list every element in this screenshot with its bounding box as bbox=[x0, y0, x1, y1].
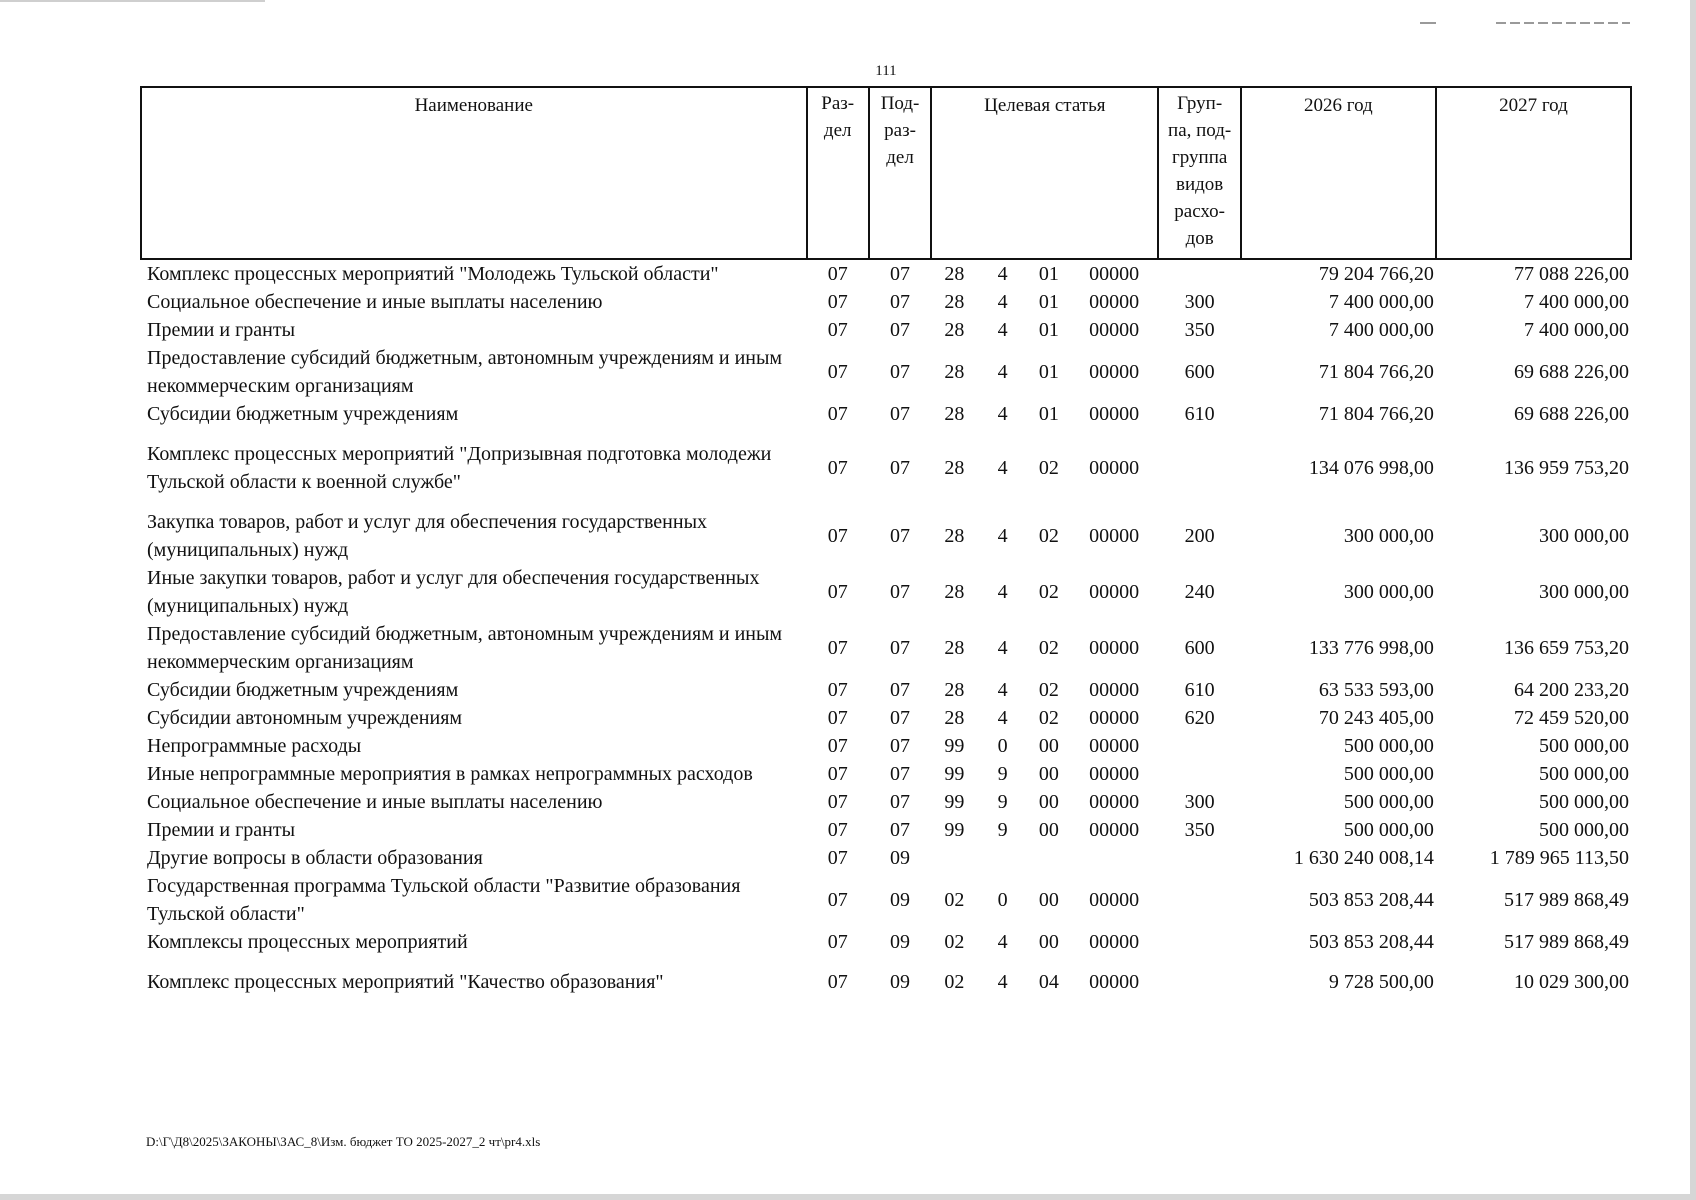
row-razdel: 07 bbox=[827, 971, 848, 993]
row-amount-2027: 517 989 868,49 bbox=[1504, 889, 1629, 911]
row-podrazdel: 07 bbox=[890, 637, 911, 659]
row-target-complex: 00 bbox=[1038, 889, 1059, 911]
row-razdel: 07 bbox=[827, 637, 848, 659]
row-amount-2027: 1 789 965 113,50 bbox=[1489, 847, 1629, 869]
row-target-type: 4 bbox=[997, 679, 1008, 701]
row-amount-2026: 9 728 500,00 bbox=[1328, 971, 1434, 993]
row-target-direction: 00000 bbox=[1089, 581, 1140, 603]
row-amount-2027: 136 659 753,20 bbox=[1504, 637, 1629, 659]
row-target-direction: 00000 bbox=[1089, 361, 1140, 383]
row-razdel: 07 bbox=[827, 291, 848, 313]
row-target-direction: 00000 bbox=[1089, 819, 1140, 841]
row-podrazdel: 07 bbox=[890, 319, 911, 341]
table-header-row bbox=[141, 87, 1631, 259]
row-target-direction: 00000 bbox=[1089, 791, 1140, 813]
row-target-complex: 00 bbox=[1038, 931, 1059, 953]
row-target-direction: 00000 bbox=[1089, 263, 1140, 285]
row-amount-2026: 133 776 998,00 bbox=[1308, 637, 1434, 659]
row-target-type: 0 bbox=[997, 889, 1008, 911]
row-target-type: 4 bbox=[997, 707, 1008, 729]
row-name: Социальное обеспечение и иные выплаты населению bbox=[147, 291, 603, 313]
row-name: Комплекс процессных мероприятий "Молодежь Тульской области" bbox=[147, 263, 719, 285]
row-target-direction: 00000 bbox=[1089, 971, 1140, 993]
table-row bbox=[141, 788, 1631, 816]
row-target-complex: 02 bbox=[1038, 457, 1059, 479]
row-name: Премии и гранты bbox=[147, 819, 296, 841]
row-amount-2026: 79 204 766,20 bbox=[1318, 263, 1434, 285]
row-expense-group bbox=[1158, 928, 1240, 956]
row-expense-group bbox=[1158, 844, 1240, 872]
row-target-complex: 02 bbox=[1038, 637, 1059, 659]
scan-artifact-mark bbox=[1496, 22, 1630, 24]
row-target-complex: 00 bbox=[1038, 791, 1059, 813]
page-edge-bottom bbox=[0, 1194, 1696, 1200]
row-name: Комплексы процессных мероприятий bbox=[147, 931, 468, 953]
row-podrazdel: 09 bbox=[890, 889, 911, 911]
row-name: Закупка товаров, работ и услуг для обеспечения государственных (муниципальных) нужд bbox=[147, 511, 708, 561]
row-amount-2026: 500 000,00 bbox=[1343, 735, 1434, 757]
row-name: Предоставление субсидий бюджетным, автономным учреждениям и иным некоммерческим организациям bbox=[147, 623, 783, 673]
row-amount-2026: 71 804 766,20 bbox=[1318, 403, 1434, 425]
row-target-direction: 00000 bbox=[1089, 889, 1140, 911]
row-expense-group bbox=[1158, 968, 1240, 996]
row-amount-2026: 7 400 000,00 bbox=[1328, 319, 1434, 341]
header-celevaya-statya: Целевая статья bbox=[931, 87, 1158, 259]
row-target-direction: 00000 bbox=[1089, 763, 1140, 785]
row-name: Предоставление субсидий бюджетным, автономным учреждениям и иным некоммерческим организациям bbox=[147, 347, 783, 397]
row-razdel: 07 bbox=[827, 931, 848, 953]
row-target-complex: 01 bbox=[1038, 319, 1059, 341]
row-target-program: 28 bbox=[944, 637, 965, 659]
row-target-type: 9 bbox=[997, 791, 1008, 813]
row-razdel: 07 bbox=[827, 735, 848, 757]
row-amount-2027: 7 400 000,00 bbox=[1524, 319, 1629, 341]
table-row bbox=[141, 816, 1631, 844]
table-row bbox=[141, 344, 1631, 400]
row-razdel: 07 bbox=[827, 847, 848, 869]
row-name: Комплекс процессных мероприятий "Качество образования" bbox=[147, 971, 664, 993]
row-amount-2027: 69 688 226,00 bbox=[1514, 361, 1629, 383]
row-target-program: 28 bbox=[944, 525, 965, 547]
row-amount-2026: 500 000,00 bbox=[1343, 763, 1434, 785]
row-razdel: 07 bbox=[827, 319, 848, 341]
header-podrazdel: Под- раз- дел bbox=[869, 87, 931, 259]
row-expense-group: 600 bbox=[1184, 361, 1215, 383]
row-target-direction: 00000 bbox=[1089, 735, 1140, 757]
row-razdel: 07 bbox=[827, 819, 848, 841]
row-target-type: 4 bbox=[997, 971, 1008, 993]
row-amount-2027: 69 688 226,00 bbox=[1514, 403, 1629, 425]
page-edge-right bbox=[1690, 0, 1696, 1200]
row-amount-2026: 500 000,00 bbox=[1343, 791, 1434, 813]
row-expense-group: 300 bbox=[1184, 291, 1215, 313]
table-row bbox=[141, 732, 1631, 760]
row-target-program bbox=[931, 844, 977, 872]
row-target-type: 4 bbox=[997, 525, 1008, 547]
row-target-direction: 00000 bbox=[1089, 403, 1140, 425]
row-amount-2027: 500 000,00 bbox=[1539, 735, 1629, 757]
row-target-direction: 00000 bbox=[1089, 637, 1140, 659]
scan-artifact-top bbox=[0, 0, 265, 2]
row-target-direction bbox=[1070, 844, 1159, 872]
row-target-complex bbox=[1028, 844, 1070, 872]
row-target-direction: 00000 bbox=[1089, 679, 1140, 701]
row-target-complex: 01 bbox=[1038, 263, 1059, 285]
row-target-program: 02 bbox=[944, 931, 965, 953]
row-name: Премии и гранты bbox=[147, 319, 296, 341]
row-target-complex: 02 bbox=[1038, 679, 1059, 701]
table-row bbox=[141, 704, 1631, 732]
header-year-2027: 2027 год bbox=[1436, 87, 1631, 259]
row-razdel: 07 bbox=[827, 707, 848, 729]
row-target-complex: 04 bbox=[1038, 971, 1059, 993]
budget-table bbox=[140, 86, 1632, 996]
header-gruppa: Груп- па, под- группа видов расхо- дов bbox=[1158, 87, 1240, 259]
row-target-program: 02 bbox=[944, 971, 965, 993]
row-podrazdel: 07 bbox=[890, 291, 911, 313]
row-expense-group: 200 bbox=[1184, 525, 1215, 547]
row-target-complex: 02 bbox=[1038, 707, 1059, 729]
row-name: Субсидии бюджетным учреждениям bbox=[147, 403, 459, 425]
row-target-direction: 00000 bbox=[1089, 525, 1140, 547]
row-razdel: 07 bbox=[827, 263, 848, 285]
row-name: Непрограммные расходы bbox=[147, 735, 362, 757]
row-podrazdel: 09 bbox=[890, 931, 911, 953]
row-razdel: 07 bbox=[827, 525, 848, 547]
table-row bbox=[141, 620, 1631, 676]
row-target-type: 4 bbox=[997, 581, 1008, 603]
scan-artifact-mark bbox=[1420, 22, 1436, 24]
table-row bbox=[141, 288, 1631, 316]
row-target-program: 02 bbox=[944, 889, 965, 911]
row-amount-2027: 7 400 000,00 bbox=[1524, 291, 1629, 313]
row-spacer bbox=[141, 496, 1631, 508]
row-amount-2026: 300 000,00 bbox=[1343, 581, 1434, 603]
row-podrazdel: 09 bbox=[890, 971, 911, 993]
row-podrazdel: 07 bbox=[890, 819, 911, 841]
row-target-program: 28 bbox=[944, 581, 965, 603]
row-target-complex: 00 bbox=[1038, 819, 1059, 841]
header-name: Наименование bbox=[141, 87, 807, 259]
header-year-2026: 2026 год bbox=[1241, 87, 1436, 259]
row-expense-group: 610 bbox=[1184, 679, 1215, 701]
table-row bbox=[141, 928, 1631, 956]
row-podrazdel: 07 bbox=[890, 707, 911, 729]
row-amount-2027: 64 200 233,20 bbox=[1514, 679, 1629, 701]
table-row bbox=[141, 316, 1631, 344]
row-razdel: 07 bbox=[827, 361, 848, 383]
row-name: Иные закупки товаров, работ и услуг для обеспечения государственных (муниципальных) нужд bbox=[147, 567, 760, 617]
row-target-type: 4 bbox=[997, 319, 1008, 341]
row-target-complex: 02 bbox=[1038, 581, 1059, 603]
row-amount-2027: 500 000,00 bbox=[1539, 819, 1629, 841]
row-podrazdel: 07 bbox=[890, 735, 911, 757]
row-razdel: 07 bbox=[827, 457, 848, 479]
row-name: Иные непрограммные мероприятия в рамках непрограммных расходов bbox=[147, 763, 753, 785]
table-row bbox=[141, 440, 1631, 496]
row-amount-2026: 300 000,00 bbox=[1343, 525, 1434, 547]
row-podrazdel: 07 bbox=[890, 263, 911, 285]
row-target-type: 4 bbox=[997, 931, 1008, 953]
table-row bbox=[141, 564, 1631, 620]
row-amount-2026: 71 804 766,20 bbox=[1318, 361, 1434, 383]
row-expense-group bbox=[1158, 259, 1240, 288]
row-target-direction: 00000 bbox=[1089, 707, 1140, 729]
row-amount-2026: 134 076 998,00 bbox=[1308, 457, 1434, 479]
row-expense-group: 240 bbox=[1184, 581, 1215, 603]
row-podrazdel: 07 bbox=[890, 457, 911, 479]
row-podrazdel: 07 bbox=[890, 525, 911, 547]
row-target-direction: 00000 bbox=[1089, 457, 1140, 479]
row-target-program: 28 bbox=[944, 361, 965, 383]
row-amount-2026: 503 853 208,44 bbox=[1308, 889, 1434, 911]
row-target-program: 99 bbox=[944, 819, 965, 841]
row-amount-2027: 500 000,00 bbox=[1539, 791, 1629, 813]
row-amount-2026: 63 533 593,00 bbox=[1318, 679, 1434, 701]
row-target-direction: 00000 bbox=[1089, 319, 1140, 341]
row-target-complex: 00 bbox=[1038, 763, 1059, 785]
row-name: Субсидии автономным учреждениям bbox=[147, 707, 463, 729]
row-expense-group bbox=[1158, 760, 1240, 788]
row-target-program: 28 bbox=[944, 403, 965, 425]
row-target-direction: 00000 bbox=[1089, 931, 1140, 953]
row-target-type: 4 bbox=[997, 291, 1008, 313]
row-razdel: 07 bbox=[827, 679, 848, 701]
row-podrazdel: 07 bbox=[890, 791, 911, 813]
header-razdel: Раз- дел bbox=[807, 87, 869, 259]
row-amount-2027: 72 459 520,00 bbox=[1514, 707, 1629, 729]
row-podrazdel: 07 bbox=[890, 581, 911, 603]
row-name: Субсидии бюджетным учреждениям bbox=[147, 679, 459, 701]
row-target-complex: 01 bbox=[1038, 361, 1059, 383]
row-expense-group: 610 bbox=[1184, 403, 1215, 425]
row-name: Социальное обеспечение и иные выплаты населению bbox=[147, 791, 603, 813]
row-amount-2027: 10 029 300,00 bbox=[1514, 971, 1629, 993]
row-podrazdel: 07 bbox=[890, 763, 911, 785]
row-target-program: 28 bbox=[944, 291, 965, 313]
row-name: Другие вопросы в области образования bbox=[147, 847, 483, 869]
row-razdel: 07 bbox=[827, 763, 848, 785]
row-target-program: 28 bbox=[944, 707, 965, 729]
row-name: Комплекс процессных мероприятий "Допризывная подготовка молодежи Тульской области к военной службе" bbox=[147, 443, 772, 493]
row-target-type bbox=[977, 844, 1027, 872]
row-target-type: 0 bbox=[997, 735, 1008, 757]
table-row bbox=[141, 676, 1631, 704]
row-name: Государственная программа Тульской области "Развитие образования Тульской области" bbox=[147, 875, 741, 925]
row-target-program: 28 bbox=[944, 319, 965, 341]
row-razdel: 07 bbox=[827, 889, 848, 911]
row-razdel: 07 bbox=[827, 403, 848, 425]
row-target-program: 28 bbox=[944, 263, 965, 285]
row-target-type: 9 bbox=[997, 819, 1008, 841]
row-razdel: 07 bbox=[827, 581, 848, 603]
row-expense-group: 600 bbox=[1184, 637, 1215, 659]
row-target-type: 4 bbox=[997, 361, 1008, 383]
table-body bbox=[141, 259, 1631, 996]
row-target-program: 28 bbox=[944, 457, 965, 479]
row-target-direction: 00000 bbox=[1089, 291, 1140, 313]
table-row bbox=[141, 760, 1631, 788]
row-amount-2026: 503 853 208,44 bbox=[1308, 931, 1434, 953]
row-amount-2026: 500 000,00 bbox=[1343, 819, 1434, 841]
row-spacer bbox=[141, 956, 1631, 968]
row-amount-2026: 7 400 000,00 bbox=[1328, 291, 1434, 313]
row-podrazdel: 09 bbox=[890, 847, 911, 869]
row-amount-2027: 517 989 868,49 bbox=[1504, 931, 1629, 953]
row-amount-2027: 500 000,00 bbox=[1539, 763, 1629, 785]
row-spacer bbox=[141, 428, 1631, 440]
row-target-program: 99 bbox=[944, 791, 965, 813]
row-target-complex: 00 bbox=[1038, 735, 1059, 757]
table-row bbox=[141, 259, 1631, 288]
row-amount-2027: 77 088 226,00 bbox=[1514, 263, 1629, 285]
table-row bbox=[141, 872, 1631, 928]
row-expense-group bbox=[1158, 872, 1240, 928]
row-razdel: 07 bbox=[827, 791, 848, 813]
row-expense-group: 620 bbox=[1184, 707, 1215, 729]
row-amount-2027: 300 000,00 bbox=[1539, 525, 1629, 547]
row-target-type: 4 bbox=[997, 637, 1008, 659]
row-amount-2027: 300 000,00 bbox=[1539, 581, 1629, 603]
row-expense-group: 350 bbox=[1184, 819, 1215, 841]
row-target-program: 99 bbox=[944, 735, 965, 757]
footer-file-path: D:\Г\Д8\2025\ЗАКОНЫ\ЗАС_8\Изм. бюджет ТО 2025-2027_2 чт\pr4.xls bbox=[146, 1134, 541, 1149]
row-expense-group: 350 bbox=[1184, 319, 1215, 341]
table-row bbox=[141, 400, 1631, 428]
row-podrazdel: 07 bbox=[890, 679, 911, 701]
row-target-type: 9 bbox=[997, 763, 1008, 785]
row-target-type: 4 bbox=[997, 263, 1008, 285]
row-target-program: 28 bbox=[944, 679, 965, 701]
row-podrazdel: 07 bbox=[890, 403, 911, 425]
row-podrazdel: 07 bbox=[890, 361, 911, 383]
row-target-complex: 01 bbox=[1038, 403, 1059, 425]
row-target-complex: 01 bbox=[1038, 291, 1059, 313]
table-row bbox=[141, 844, 1631, 872]
row-target-program: 99 bbox=[944, 763, 965, 785]
row-target-type: 4 bbox=[997, 457, 1008, 479]
row-amount-2026: 1 630 240 008,14 bbox=[1293, 847, 1434, 869]
row-expense-group bbox=[1158, 440, 1240, 496]
row-expense-group: 300 bbox=[1184, 791, 1215, 813]
row-target-type: 4 bbox=[997, 403, 1008, 425]
row-target-complex: 02 bbox=[1038, 525, 1059, 547]
table-row bbox=[141, 968, 1631, 996]
row-amount-2026: 70 243 405,00 bbox=[1318, 707, 1434, 729]
row-expense-group bbox=[1158, 732, 1240, 760]
row-amount-2027: 136 959 753,20 bbox=[1504, 457, 1629, 479]
table-row bbox=[141, 508, 1631, 564]
page-number: 111 bbox=[875, 63, 897, 79]
